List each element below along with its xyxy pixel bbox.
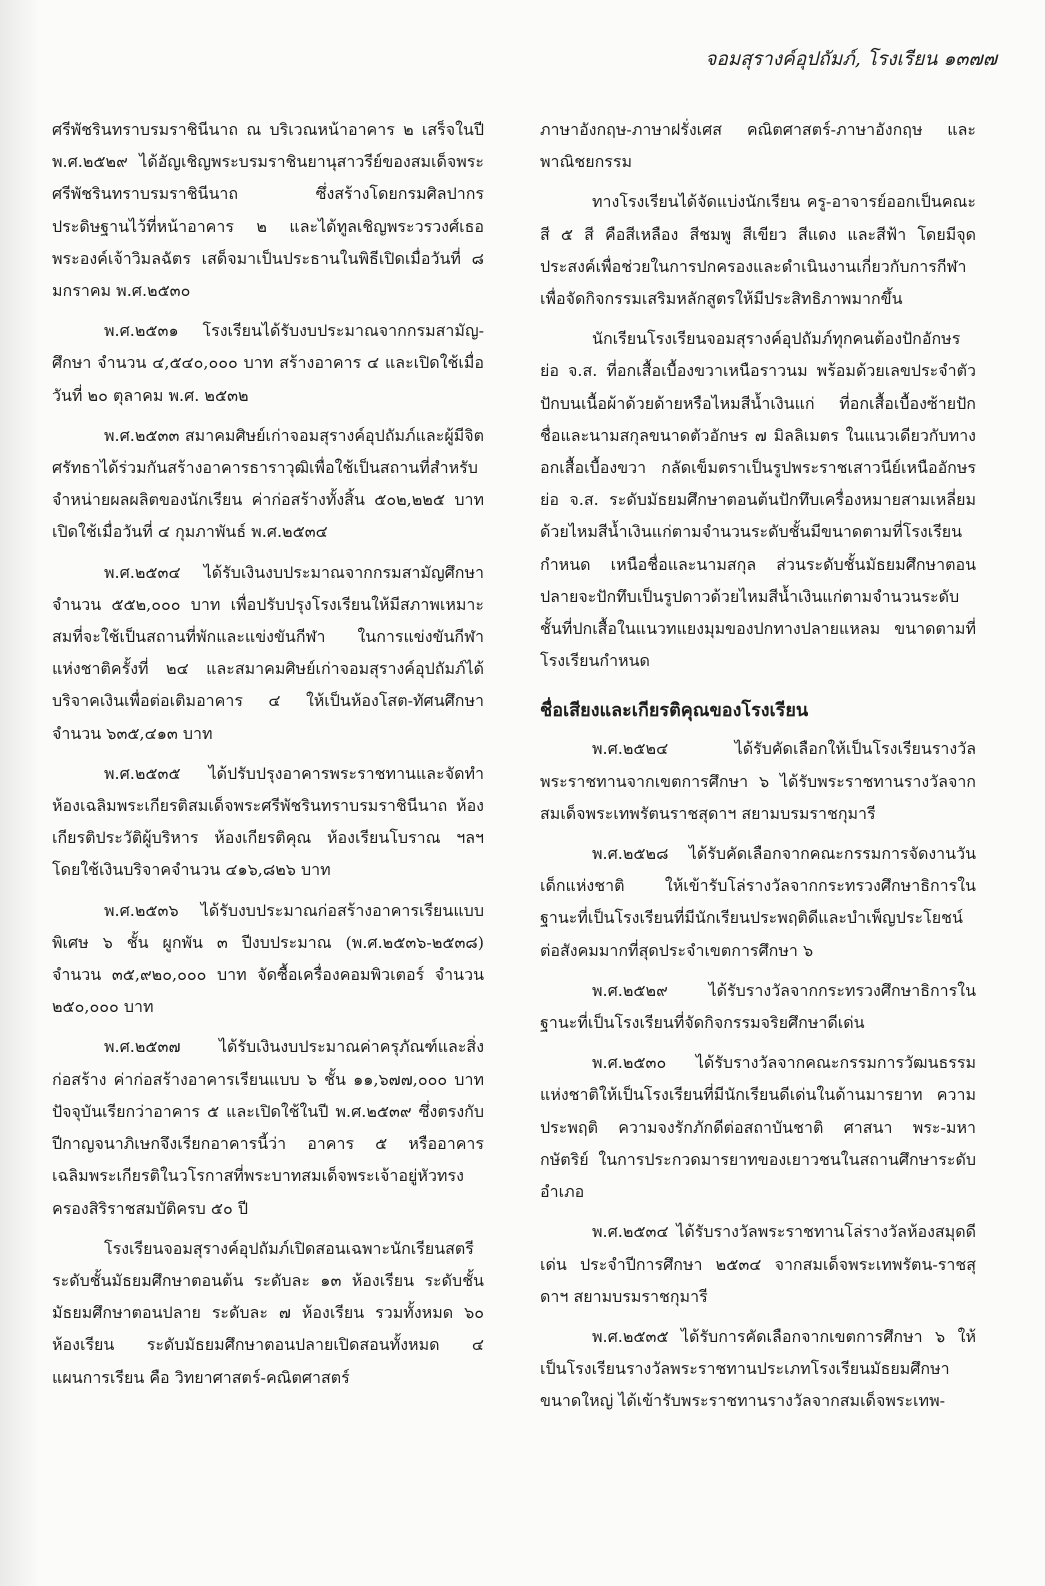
paragraph: พ.ศ.๒๕๓๖ ได้รับงบประมาณก่อสร้างอาคารเรียนแบบพิเศษ ๖ ชั้น ผูกพัน ๓ ปีงบประมาณ (พ.ศ.๒๕๓๖-๒๕๓๘) จำนวน ๓๕,๙๒๐,๐๐๐ บาท จัดซื้อเครื่องคอมพิวเตอร์ จำนวน ๒๕๐,๐๐๐ บาท	[52, 900, 484, 1017]
paragraph: พ.ศ.๒๕๓๔ ได้รับรางวัลพระราชทานโล่รางวัลห้องสมุดดีเด่น ประจำปีการศึกษา ๒๕๓๔ จากสมเด็จพระเทพรัตน-ราชสุดาฯ สยามบรมราชกุมารี	[540, 1222, 976, 1306]
paragraph: นักเรียนโรงเรียนจอมสุรางค์อุปถัมภ์ทุกคนต้องปักอักษรย่อ จ.ส. ที่อกเสื้อเบื้องขวาเหนือราวนม พร้อมด้วยเลขประจำตัว ปักบนเนื้อผ้าด้วยด้ายหรือไหมสีน้ำเงินแก่ ที่อกเสื้อเบื้องซ้ายปักชื่อและนามสกุลขนาดตัวอักษร ๗ มิลลิเมตร ในแนวเดียวกับทางอกเสื้อเบื้องขวา กลัดเข็มตราเป็นรูปพระราชเสาวนีย์เหนืออักษรย่อ จ.ส. ระดับมัธยมศึกษาตอนต้นปักทึบเครื่องหมายสามเหลี่ยมด้วยไหมสีน้ำเงินแก่ตามจำนวนระดับชั้นมีขนาดตามที่โรงเรียนกำหนด เหนือชื่อและนามสกุล ส่วนระดับชั้นมัธยมศึกษาตอนปลายจะปักทึบเป็นรูปดาวด้วยไหมสีน้ำเงินแก่ตามจำนวนระดับชั้นที่ปกเสื้อในแนวทแยงมุมของปกทางปลายแหลม ขนาดตามที่โรงเรียนกำหนด	[540, 329, 976, 671]
paragraph: พ.ศ.๒๕๒๔ ได้รับคัดเลือกให้เป็นโรงเรียนรางวัลพระราชทานจากเขตการศึกษา ๖ ได้รับพระราชทานรางวัลจากสมเด็จพระเทพรัตนราชสุดาฯ สยามบรมราชกุมารี	[540, 739, 976, 823]
paragraph: พ.ศ.๒๕๓๔ ได้รับเงินงบประมาณจากกรมสามัญศึกษา จำนวน ๕๕๒,๐๐๐ บาท เพื่อปรับปรุงโรงเรียนให้มีสภาพเหมาะสมที่จะใช้เป็นสถานที่พักและแข่งขันกีฬา ในการแข่งขันกีฬาแห่งชาติครั้งที่ ๒๔ และสมาคมศิษย์เก่าจอมสุรางค์อุปถัมภ์ได้บริจาคเงินเพื่อต่อเติมอาคาร ๔ ให้เป็นห้องโสต-ทัศนศึกษา จำนวน ๖๓๕,๔๑๓ บาท	[52, 562, 484, 743]
paragraph: พ.ศ.๒๕๓๐ ได้รับรางวัลจากคณะกรรมการวัฒนธรรมแห่งชาติให้เป็นโรงเรียนที่มีนักเรียนดีเด่นในด้านมารยาท ความประพฤติ ความจงรักภักดีต่อสถาบันชาติ ศาสนา พระ-มหากษัตริย์ ในการประกวดมารยาทของเยาวชนในสถานศึกษาระดับอำเภอ	[540, 1053, 976, 1202]
paragraph: พ.ศ.๒๕๓๕ ได้ปรับปรุงอาคารพระราชทานและจัดทำห้องเฉลิมพระเกียรติสมเด็จพระศรีพัชรินทราบรมราชินีนาถ ห้องเกียรติประวัติผู้บริหาร ห้องเกียรติคุณ ห้องเรียนโบราณ ฯลฯ โดยใช้เงินบริจาคจำนวน ๔๑๖,๘๒๖ บาท	[52, 763, 484, 880]
paragraph: พ.ศ.๒๕๓๗ ได้รับเงินงบประมาณค่าครุภัณฑ์และสิ่งก่อสร้าง ค่าก่อสร้างอาคารเรียนแบบ ๖ ชั้น ๑๑,๖๗๗,๐๐๐ บาท ปัจจุบันเรียกว่าอาคาร ๕ และเปิดใช้ในปี พ.ศ.๒๕๓๙ ซึ่งตรงกับปีกาญจนาภิเษกจึงเรียกอาคารนี้ว่า อาคาร ๕ หรืออาคารเฉลิมพระเกียรติในวโรกาสที่พระบาทสมเด็จพระเจ้าอยู่หัวทรงครองสิริราชสมบัติครบ ๕๐ ปี	[52, 1037, 484, 1218]
paragraph: โรงเรียนจอมสุรางค์อุปถัมภ์เปิดสอนเฉพาะนักเรียนสตรีระดับชั้นมัธยมศึกษาตอนต้น ระดับละ ๑๓ ห้องเรียน ระดับชั้นมัธยมศึกษาตอนปลาย ระดับละ ๗ ห้องเรียน รวมทั้งหมด ๖๐ ห้องเรียน ระดับมัธยมศึกษาตอนปลายเปิดสอนทั้งหมด ๔ แผนการเรียน คือ วิทยาศาสตร์-คณิตศาสตร์	[52, 1238, 484, 1387]
paragraph: ศรีพัชรินทราบรมราชินีนาถ ณ บริเวณหน้าอาคาร ๒ เสร็จในปี พ.ศ.๒๕๒๙ ได้อัญเชิญพระบรมราชินยานุสาวรีย์ของสมเด็จพระศรีพัชรินทราบรมราชินีนาถ ซึ่งสร้างโดยกรมศิลปากรประดิษฐานไว้ที่หน้าอาคาร ๒ และได้ทูลเชิญพระวรวงศ์เธอพระองค์เจ้าวิมลฉัตร เสด็จมาเป็นประธานในพิธีเปิดเมื่อวันที่ ๘ มกราคม พ.ศ.๒๕๓๐	[52, 120, 484, 301]
section-heading: ชื่อเสียงและเกียรติคุณของโรงเรียน	[540, 700, 809, 722]
paragraph: ภาษาอังกฤษ-ภาษาฝรั่งเศส คณิตศาสตร์-ภาษาอังกฤษ และพาณิชยกรรม	[540, 120, 976, 172]
paragraph: พ.ศ.๒๕๒๙ ได้รับรางวัลจากกระทรวงศึกษาธิการในฐานะที่เป็นโรงเรียนที่จัดกิจกรรมจริยศึกษาดีเด่น	[540, 980, 976, 1033]
paragraph: ทางโรงเรียนได้จัดแบ่งนักเรียน ครู-อาจารย์ออกเป็นคณะสี ๕ สี คือสีเหลือง สีชมพู สีเขียว สีแดง และสีฟ้า โดยมีจุดประสงค์เพื่อช่วยในการปกครองและดำเนินงานเกี่ยวกับการกีฬา เพื่อจัดกิจกรรมเสริมหลักสูตรให้มีประสิทธิภาพมากขึ้น	[540, 192, 976, 309]
left-column	[52, 114, 484, 1402]
paragraph: พ.ศ.๒๕๒๘ ได้รับคัดเลือกจากคณะกรรมการจัดงานวันเด็กแห่งชาติ ให้เข้ารับโล่รางวัลจากกระทรวงศึกษาธิการในฐานะที่เป็นโรงเรียนที่มีนักเรียนประพฤติดีและบำเพ็ญประโยชน์ต่อสังคมมากที่สุดประจำเขตการศึกษา ๖	[540, 844, 976, 960]
page-gutter-shadow	[0, 0, 40, 1586]
paragraph: พ.ศ.๒๕๓๑ โรงเรียนได้รับงบประมาณจากกรมสามัญ-ศึกษา จำนวน ๔,๕๔๐,๐๐๐ บาท สร้างอาคาร ๔ และเปิดใช้เมื่อวันที่ ๒๐ ตุลาคม พ.ศ. ๒๕๓๒	[52, 321, 484, 405]
paragraph: พ.ศ.๒๕๓๕ ได้รับการคัดเลือกจากเขตการศึกษา ๖ ให้เป็นโรงเรียนรางวัลพระราชทานประเภทโรงเรียนมัธยมศึกษาขนาดใหญ่ ได้เข้ารับพระราชทานรางวัลจากสมเด็จพระเทพ-	[540, 1326, 976, 1411]
paragraph: พ.ศ.๒๕๓๓ สมาคมศิษย์เก่าจอมสุรางค์อุปถัมภ์และผู้มีจิตศรัทธาได้ร่วมกันสร้างอาคารธาราวุฒิเพื่อใช้เป็นสถานที่สำหรับจำหน่ายผลผลิตของนักเรียน ค่าก่อสร้างทั้งสิ้น ๕๐๒,๒๒๕ บาท เปิดใช้เมื่อวันที่ ๔ กุมภาพันธ์ พ.ศ.๒๕๓๔	[52, 425, 484, 542]
running-header: จอมสุรางค์อุปถัมภ์, โรงเรียน ๑๓๗๗	[705, 48, 997, 70]
right-column	[540, 114, 976, 1426]
